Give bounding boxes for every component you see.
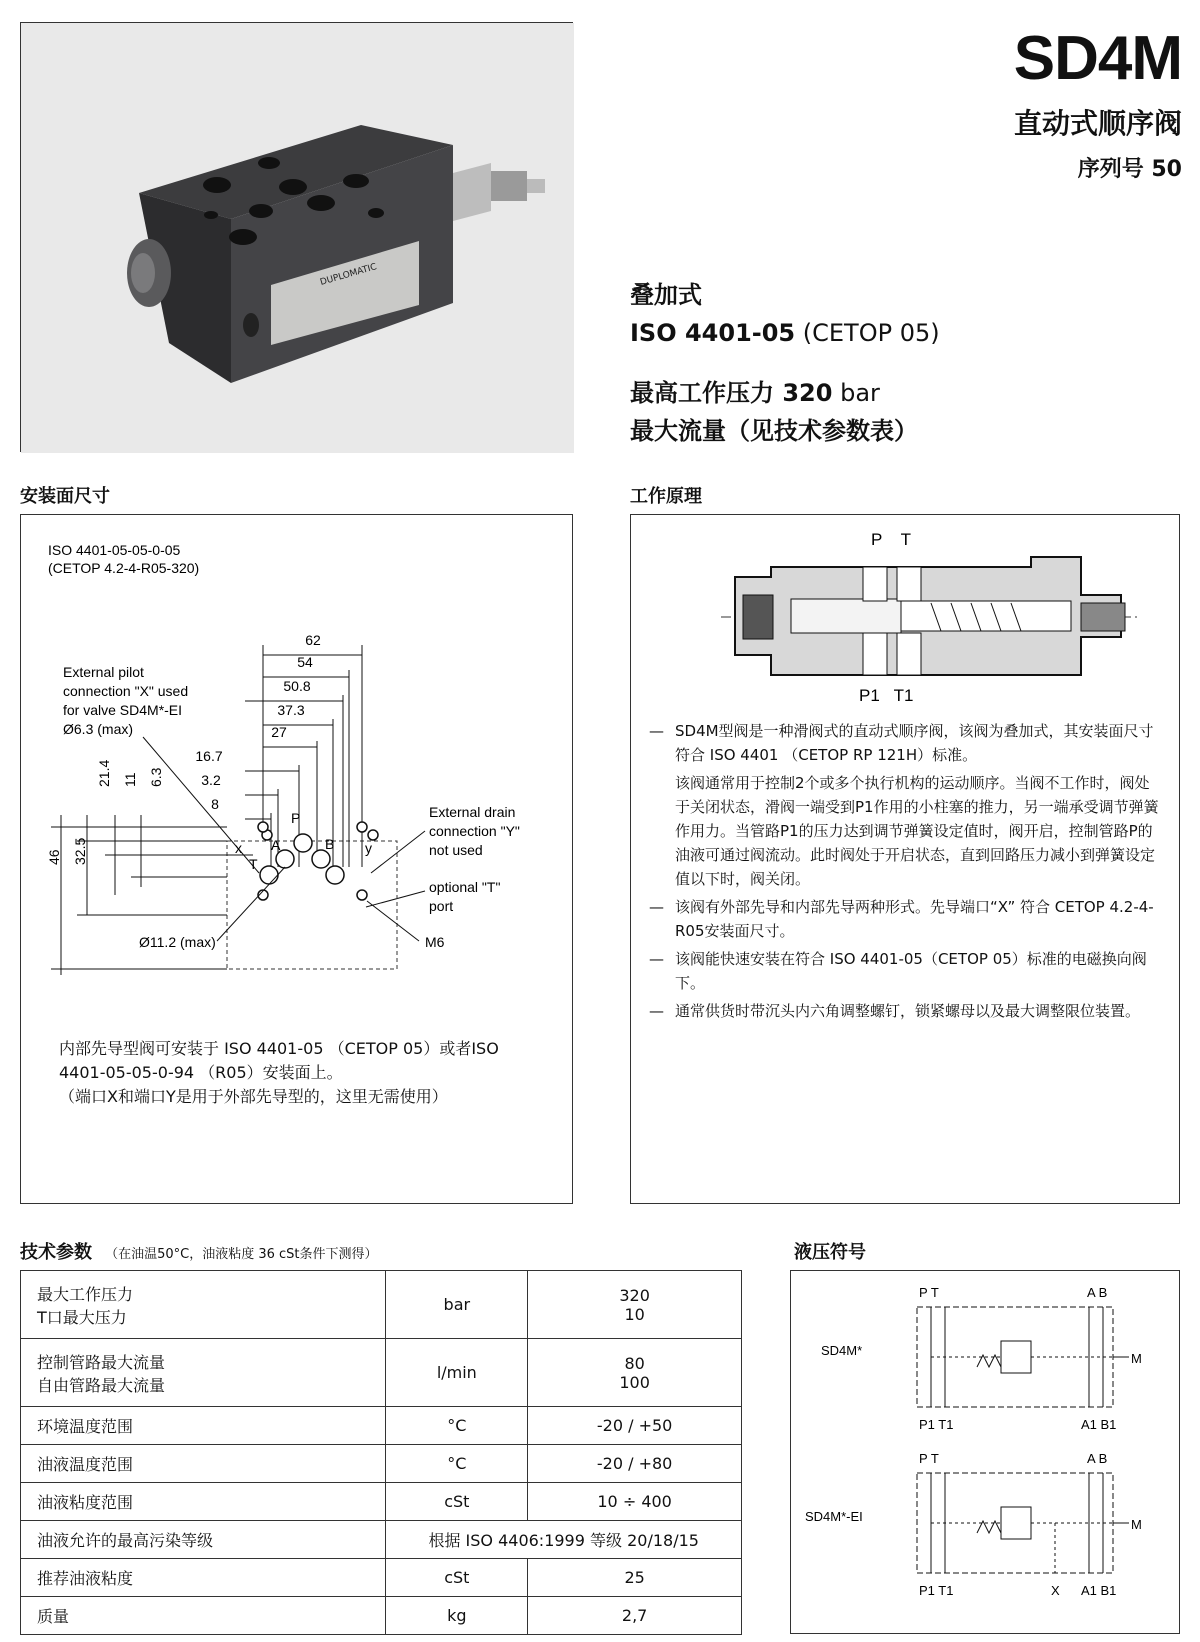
sym1-name: SD4M* bbox=[821, 1343, 863, 1358]
table-row: 环境温度范围 °C -20 / +50 bbox=[21, 1407, 742, 1445]
hydraulic-symbols bbox=[791, 1271, 1181, 1635]
hole-dia-label: Ø11.2 (max) bbox=[139, 934, 216, 950]
standard-line bbox=[630, 314, 940, 352]
opt-t-1: optional "T" bbox=[429, 879, 501, 895]
product-photo bbox=[20, 22, 573, 452]
dim-21-4: 21.4 bbox=[96, 759, 112, 787]
dim-37-3: 37.3 bbox=[277, 702, 305, 718]
dim-46: 46 bbox=[46, 849, 62, 865]
tech-table bbox=[20, 1270, 742, 1635]
mounting-box bbox=[20, 514, 573, 1204]
section-port-top: P T bbox=[871, 530, 912, 549]
principle-para-2: 该阀通常用于控制2个或多个执行机构的运动顺序。当阀不工作时，阀处于关闭状态，滑阀一端受到P1作用的小柱塞的推力，另一端承受调节弹簧作用力。当管路P1的压力达到调节弹簧设定值时，阀开启，控制管路P的油液可通过阀流动。此时阀处于开启状态，直到回路压力减小到弹簧设定值以下时，阀关闭。 bbox=[675, 774, 1159, 888]
standard-rest: (CETOP 05) bbox=[795, 319, 940, 347]
sym1-top-r: A B bbox=[1087, 1285, 1108, 1300]
table-row: 控制管路最大流量 自由管路最大流量 l/min 80 100 bbox=[21, 1339, 742, 1407]
table-row: 油液允许的最高污染等级 根据 ISO 4406:1999 等级 20/18/15 bbox=[21, 1521, 742, 1559]
sym1-bot: P1 T1 bbox=[919, 1417, 954, 1432]
spec-summary bbox=[630, 276, 940, 450]
sym2-bot-x: X bbox=[1051, 1583, 1060, 1598]
port-t-label: T bbox=[249, 856, 258, 872]
valve-cross-section bbox=[631, 515, 1181, 705]
table-row: 最大工作压力 T口最大压力 bar 320 10 bbox=[21, 1271, 742, 1339]
ext-pilot-3: for valve SD4M*-EI bbox=[63, 702, 183, 718]
tech-note: （在油温50°C，油液粘度 36 cSt条件下测得） bbox=[105, 1247, 378, 1262]
ext-drain-2: connection "Y" bbox=[429, 823, 520, 839]
sym2-top: P T bbox=[919, 1451, 939, 1466]
port-b-hole bbox=[312, 850, 330, 868]
port-b2-hole bbox=[326, 866, 344, 884]
port-a-label: A bbox=[271, 837, 281, 853]
tech-title-row bbox=[20, 1238, 378, 1264]
dim-62: 62 bbox=[305, 632, 321, 648]
dim-16-7: 16.7 bbox=[195, 748, 223, 764]
dim-54: 54 bbox=[297, 654, 313, 670]
thread-label: M6 bbox=[425, 934, 445, 950]
valve-photo-illustration bbox=[21, 23, 574, 453]
opt-t-2: port bbox=[429, 898, 454, 914]
mount-note-3: （端口X和端口Y是用于外部先导型的，这里无需使用） bbox=[59, 1087, 448, 1106]
sym2-top-r: A B bbox=[1087, 1451, 1108, 1466]
dim-3-2: 3.2 bbox=[201, 772, 221, 788]
principle-para-5: — 通常供货时带沉头内六角调整螺钉，锁紧螺母以及最大调整限位装置。 bbox=[649, 1002, 1141, 1020]
pressure-line bbox=[630, 374, 940, 412]
port-x-label: x bbox=[235, 840, 242, 856]
mount-std-1: ISO 4401-05-05-0-05 bbox=[48, 542, 181, 558]
dim-32-5: 32.5 bbox=[72, 837, 88, 865]
principle-para-4: — 该阀能快速安装在符合 ISO 4401-05（CETOP 05）标准的电磁换向阀下。 bbox=[649, 950, 1147, 992]
pressure-unit: bar bbox=[832, 379, 880, 407]
pressure-value: 320 bbox=[782, 379, 833, 407]
mount-std-2: (CETOP 4.2-4-R05-320) bbox=[48, 560, 200, 576]
max-flow: 最大流量（见技术参数表） bbox=[630, 417, 918, 445]
principle-box bbox=[630, 514, 1180, 1204]
mount-note-1: 内部先导型阀可安装于 ISO 4401-05 （CETOP 05）或者ISO bbox=[59, 1039, 499, 1058]
title-block bbox=[1013, 24, 1182, 183]
sym2-m: M bbox=[1131, 1517, 1142, 1532]
sym2-name: SD4M*-EI bbox=[805, 1509, 863, 1524]
series-number: 序列号 50 bbox=[1077, 157, 1182, 182]
screw-hole-2 bbox=[357, 822, 367, 832]
ext-drain-3: not used bbox=[429, 842, 483, 858]
ext-pilot-4: Ø6.3 (max) bbox=[63, 721, 134, 737]
table-row: 推荐油液粘度 cSt 25 bbox=[21, 1559, 742, 1597]
sym1-bot-r: A1 B1 bbox=[1081, 1417, 1117, 1432]
principle-section-title: 工作原理 bbox=[630, 486, 702, 507]
brand-label: DUPLOMATIC bbox=[319, 262, 378, 288]
screw-hole-1 bbox=[258, 822, 268, 832]
ext-drain-1: External drain bbox=[429, 804, 516, 820]
table-row: 油液温度范围 °C -20 / +80 bbox=[21, 1445, 742, 1483]
sym1-top: P T bbox=[919, 1285, 939, 1300]
mount-type: 叠加式 bbox=[630, 281, 702, 309]
dim-50-8: 50.8 bbox=[283, 678, 311, 694]
principle-text bbox=[649, 719, 1161, 1027]
sym1-m: M bbox=[1131, 1351, 1142, 1366]
sym2-bot: P1 T1 bbox=[919, 1583, 954, 1598]
port-p-label: P bbox=[291, 810, 301, 826]
dim-27: 27 bbox=[271, 724, 287, 740]
table-row: 油液粘度范围 cSt 10 ÷ 400 bbox=[21, 1483, 742, 1521]
tech-title: 技术参数 bbox=[20, 1242, 92, 1263]
mounting-section-title: 安装面尺寸 bbox=[20, 486, 110, 507]
ext-pilot-2: connection "X" used bbox=[63, 683, 189, 699]
pressure-label: 最高工作压力 bbox=[630, 379, 783, 407]
ext-pilot-1: External pilot bbox=[63, 664, 144, 680]
section-port-bottom: P1 T1 bbox=[859, 686, 914, 705]
model-title: SD4M bbox=[1013, 24, 1182, 93]
screw-hole-4 bbox=[357, 890, 367, 900]
symbol-title: 液压符号 bbox=[794, 1242, 866, 1263]
principle-para-1: — SD4M型阀是一种滑阀式的直动式顺序阀，该阀为叠加式，其安装面尺寸符合 ISO 4401 （CETOP RP 121H）标准。 bbox=[649, 722, 1154, 764]
standard-bold: ISO 4401-05 bbox=[630, 319, 796, 347]
dim-11: 11 bbox=[122, 772, 138, 787]
sym2-bot-r: A1 B1 bbox=[1081, 1583, 1117, 1598]
dim-6-3: 6.3 bbox=[148, 767, 164, 787]
port-p-hole bbox=[294, 834, 312, 852]
mount-note-2: 4401-05-05-0-94 （R05）安装面上。 bbox=[59, 1063, 343, 1082]
dim-8: 8 bbox=[211, 796, 219, 812]
port-b-label: B bbox=[325, 836, 335, 852]
principle-para-3: — 该阀有外部先导和内部先导两种形式。先导端口“X” 符合 CETOP 4.2-4-R05安装面尺寸。 bbox=[649, 898, 1154, 940]
port-y-label: y bbox=[365, 840, 372, 856]
symbol-box bbox=[790, 1270, 1180, 1634]
product-subtitle: 直动式顺序阀 bbox=[1013, 107, 1182, 140]
table-row: 质量 kg 2,7 bbox=[21, 1597, 742, 1635]
port-y-hole bbox=[368, 830, 378, 840]
port-t-hole bbox=[260, 866, 278, 884]
